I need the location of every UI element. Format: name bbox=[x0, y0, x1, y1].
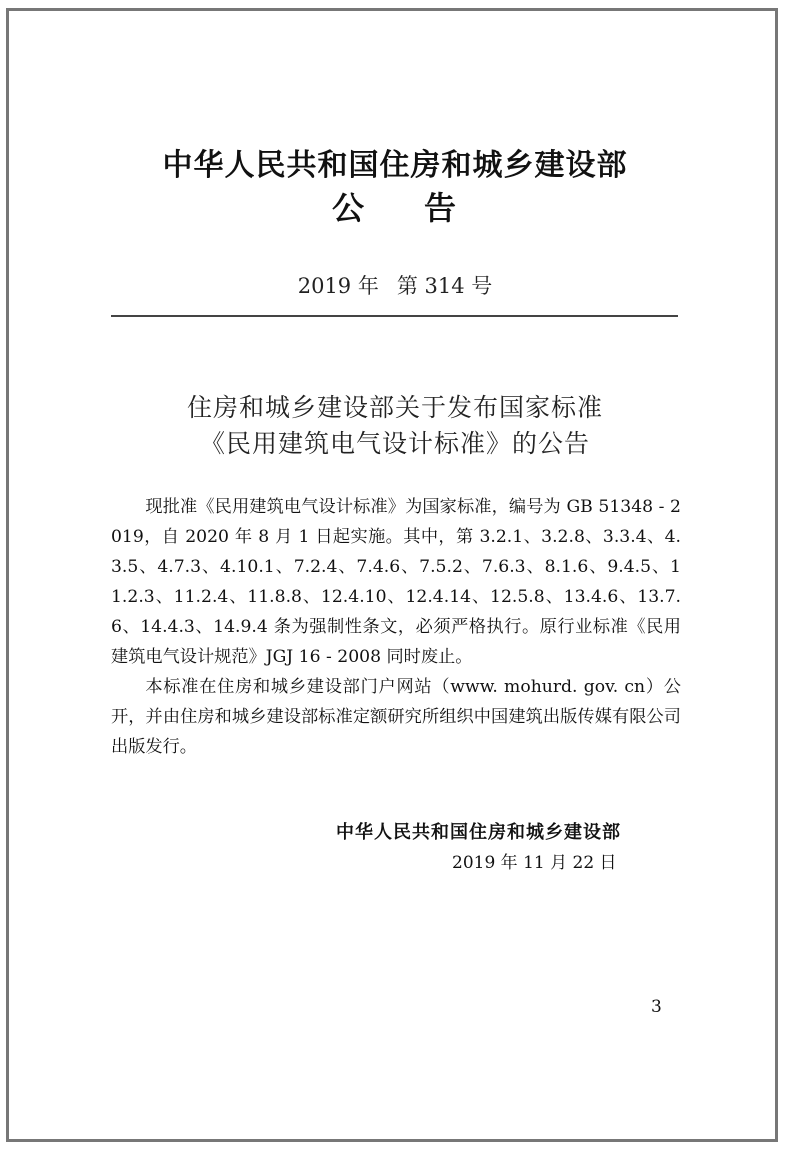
subject-line-1: 住房和城乡建设部关于发布国家标准 bbox=[186, 393, 603, 422]
body-paragraph: 本标准在住房和城乡建设部门户网站（www. mohurd. gov. cn）公开，并由住房和城乡建设部标准定额研究所组织中国建筑出版传媒有限公司出版发行。 bbox=[111, 677, 681, 757]
body-paragraph: 现批准《民用建筑电气设计标准》为国家标准，编号为 GB 51348 - 2019，自 2020 年 8 月 1 日起实施。其中，第 3.2.1、3.2.8、3.3.4、4.3.5、4.7.3、4.10.1、7.2.4、7.4.6、7.5.2、7.6.3、8.1.6、9.4.5、11.2.3、11.2.4、11.8.8、12.4.10、12.4.14、12.5.8、13.4.6、13.7.6、14.4.3、14.9.4 条为强制性条文，必须严格执行。原行业标准《民用建筑电气设计规范》JGJ 16 - 2008 同时废止。 bbox=[111, 497, 681, 667]
issuer-title: 中华人民共和国住房和城乡建设部 bbox=[162, 148, 628, 183]
document-number bbox=[0, 270, 790, 300]
header-divider bbox=[111, 315, 678, 317]
document-year: 2019 年 bbox=[297, 274, 379, 298]
document-type bbox=[0, 183, 790, 229]
announcement-body bbox=[111, 492, 681, 762]
signature-date: 2019 年 11 月 22 日 bbox=[452, 853, 617, 873]
subject-line-2: 《民用建筑电气设计标准》的公告 bbox=[199, 429, 590, 458]
document-type-char-1: 公 bbox=[331, 189, 366, 227]
page-number: 3 bbox=[651, 997, 662, 1017]
document-type-char-2: 告 bbox=[424, 189, 459, 227]
document-serial: 第 314 号 bbox=[396, 274, 493, 298]
signature-organization: 中华人民共和国住房和城乡建设部 bbox=[336, 822, 621, 843]
